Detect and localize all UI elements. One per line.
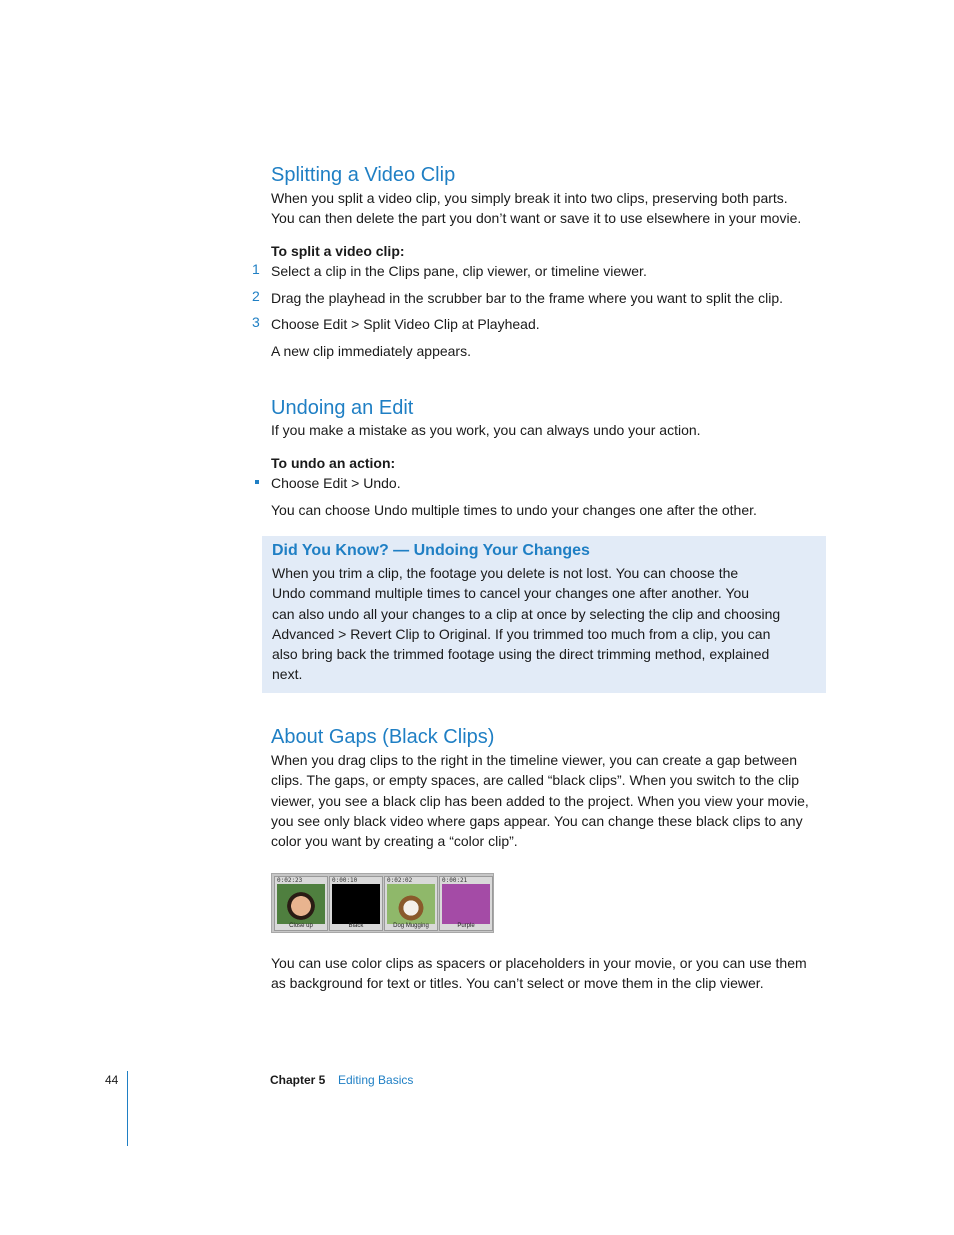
undo-intro: If you make a mistake as you work, you can always undo your action. [271,422,701,438]
clip-black[interactable] [329,876,383,931]
step-number-2: 2 [252,288,260,304]
step-text-1: Select a clip in the Clips pane, clip viewer, or timeline viewer. [271,263,647,279]
clip-label: Purple [457,923,475,929]
dyk-line-5: also bring back the trimmed footage using the direct trimming method, explained [272,646,770,662]
step-number-3: 3 [252,314,260,330]
footer-rule [127,1071,128,1146]
task-heading-undo: To undo an action: [271,455,396,471]
step-number-1: 1 [252,261,260,277]
clip-dog-mugging[interactable] [384,876,438,931]
heading-about-gaps: About Gaps (Black Clips) [271,726,495,748]
gaps-outro-line-1: You can use color clips as spacers or placeholders in your movie, or you can use them [271,955,807,971]
dyk-line-3: can also undo all your changes to a clip at once by selecting the clip and choosing [272,606,781,622]
task-heading-split: To split a video clip: [271,243,405,259]
clip-label: Dog Mugging [393,923,429,929]
step-text-3: Choose Edit > Split Video Clip at Playhead. [271,316,540,332]
clip-thumbnail [277,884,325,924]
heading-undoing-edit: Undoing an Edit [271,397,414,419]
clip-timecode: 0:00:10 [332,877,358,884]
clip-thumbnail [387,884,435,924]
clip-timecode: 0:00:21 [442,877,468,884]
gaps-intro-line-1: When you drag clips to the right in the timeline viewer, you can create a gap between [271,752,798,768]
undo-bullet-text: Choose Edit > Undo. [271,475,401,491]
bullet-icon [255,480,259,484]
footer-section: Editing Basics [338,1073,414,1087]
page-number: 44 [105,1073,119,1087]
undo-note: You can choose Undo multiple times to undo your changes one after the other. [271,502,757,518]
clip-thumbnail [332,884,380,924]
clip-purple[interactable] [439,876,493,931]
splitting-intro-line-2: You can then delete the part you don’t want or save it to use elsewhere in your movie. [271,210,802,226]
splitting-intro-line-1: When you split a video clip, you simply break it into two clips, preserving both parts. [271,190,788,206]
clip-label: Black [348,923,364,929]
clip-label: Close up [289,923,313,929]
gaps-intro-line-4: you see only black video where gaps appear. You can change these black clips to any [271,813,803,829]
gaps-intro-line-3: viewer, you see a black clip has been added to the project. When you view your movie, [271,793,809,809]
clip-timecode: 0:02:23 [277,877,303,884]
clip-close-up[interactable] [274,876,328,931]
dyk-line-1: When you trim a clip, the footage you delete is not lost. You can choose the [272,565,739,581]
clip-thumbnail [442,884,490,924]
gaps-intro-line-2: clips. The gaps, or empty spaces, are called “black clips”. When you switch to the clip [271,772,800,788]
footer-chapter: Chapter 5 [270,1073,326,1087]
step-text-2: Drag the playhead in the scrubber bar to the frame where you want to split the clip. [271,290,784,306]
gaps-intro-line-5: color you want by creating a “color clip”. [271,833,518,849]
did-you-know-title: Did You Know? — Undoing Your Changes [272,542,590,559]
clip-viewer-strip [271,873,494,933]
dyk-line-4: Advanced > Revert Clip to Original. If you trimmed too much from a clip, you can [272,626,771,642]
dyk-line-2: Undo command multiple times to cancel your changes one after another. You [272,585,750,601]
clip-timecode: 0:02:02 [387,877,413,884]
heading-splitting-video-clip: Splitting a Video Clip [271,164,456,186]
did-you-know-box [262,536,826,693]
gaps-outro-line-2: as background for text or titles. You can’t select or move them in the clip viewer. [271,975,764,991]
dyk-line-6: next. [272,666,303,682]
split-result: A new clip immediately appears. [271,343,471,359]
